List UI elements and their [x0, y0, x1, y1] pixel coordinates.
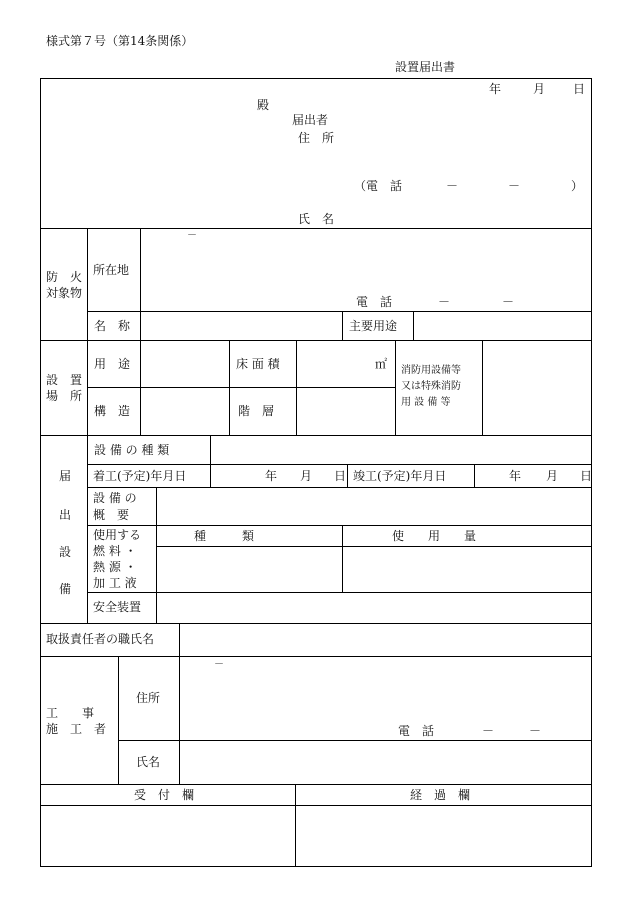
- progress-column-label: 経 過 欄: [410, 788, 471, 802]
- divider: [347, 464, 348, 487]
- start-date-label: 着工(予定)年月日: [93, 469, 187, 483]
- form-number: 様式第７号（第14条関係）: [46, 34, 194, 48]
- equipment-label-2: 出: [59, 508, 72, 522]
- fire-equipment-label-3: 用 設 備 等: [401, 397, 451, 408]
- divider: [140, 228, 141, 340]
- fire-target-label-1: 防 火: [46, 270, 83, 284]
- contractor-phone-dash-1: －: [482, 724, 495, 738]
- equipment-label-3: 設: [59, 545, 72, 559]
- main-use-label: 主要用途: [349, 319, 398, 333]
- location-phone-dash-1: －: [438, 295, 451, 309]
- overview-label-2: 概 要: [93, 508, 130, 522]
- notifier-label: 届出者: [292, 113, 329, 127]
- date-year: 年: [489, 82, 502, 96]
- divider: [87, 487, 592, 488]
- divider: [413, 311, 414, 340]
- notifier-phone-open: （電 話: [354, 179, 403, 193]
- contractor-name-label: 氏名: [136, 755, 161, 769]
- notifier-phone-close: ）: [571, 179, 584, 193]
- end-date-month: 月: [546, 469, 559, 483]
- fuel-type-header: 種 類: [194, 529, 255, 543]
- install-place-label-2: 場 所: [46, 389, 83, 403]
- start-date-month: 月: [300, 469, 313, 483]
- manager-label: 取扱責任者の職氏名: [46, 632, 155, 646]
- divider: [40, 784, 592, 785]
- end-date-label: 竣工(予定)年月日: [353, 469, 447, 483]
- fuel-label-2: 燃 料 ・: [93, 544, 137, 558]
- divider: [87, 525, 592, 526]
- fuel-amount-header: 使 用 量: [392, 529, 477, 543]
- safety-device-label: 安全装置: [93, 600, 142, 614]
- contractor-postal-dash: －: [214, 659, 224, 670]
- fuel-label-4: 加 工 液: [93, 576, 137, 590]
- divider: [87, 592, 592, 593]
- start-date-year: 年: [265, 469, 278, 483]
- date-month: 月: [533, 82, 546, 96]
- floor-area-label: 床 面 積: [236, 357, 280, 371]
- divider: [156, 487, 157, 623]
- location-phone-label: 電 話: [356, 295, 393, 309]
- start-date-day: 日: [334, 469, 347, 483]
- fire-equipment-label-1: 消防用設備等: [401, 365, 461, 376]
- install-place-label-1: 設 置: [46, 373, 83, 387]
- divider: [40, 623, 592, 624]
- name-label: 名 称: [94, 319, 131, 333]
- notifier-name-label: 氏 名: [298, 212, 335, 226]
- divider: [179, 623, 180, 656]
- structure-label: 構 造: [94, 404, 131, 418]
- addressee: 殿: [257, 98, 270, 112]
- divider: [474, 464, 475, 487]
- notifier-address-label: 住 所: [298, 131, 335, 145]
- document-title: 設置届出書: [395, 60, 456, 74]
- contractor-address-label: 住所: [136, 691, 161, 705]
- divider: [210, 435, 211, 487]
- divider: [482, 340, 483, 435]
- use-label: 用 途: [94, 357, 131, 371]
- overview-label-1: 設 備 の: [93, 491, 137, 505]
- contractor-label-1: 工 事: [46, 706, 95, 720]
- equipment-label-1: 届: [59, 469, 72, 483]
- divider: [118, 740, 592, 741]
- fuel-label-3: 熱 源 ・: [93, 560, 137, 574]
- date-day: 日: [573, 82, 586, 96]
- fire-equipment-label-2: 又は特殊消防: [401, 381, 461, 392]
- divider: [87, 464, 592, 465]
- divider: [40, 435, 592, 436]
- divider: [87, 387, 395, 388]
- divider: [87, 228, 88, 340]
- location-postal-dash: －: [187, 230, 197, 241]
- fire-target-label-2: 対象物: [46, 286, 83, 300]
- sqm-unit: ㎡: [375, 357, 388, 371]
- contractor-label-2: 施 工 者: [46, 722, 107, 736]
- notifier-phone-dash-2: －: [508, 179, 521, 193]
- divider: [40, 228, 592, 229]
- floor-label: 階 層: [238, 404, 275, 418]
- divider: [40, 340, 592, 341]
- location-phone-dash-2: －: [502, 295, 515, 309]
- divider: [342, 525, 343, 592]
- contractor-phone-dash-2: －: [529, 724, 542, 738]
- contractor-phone-label: 電 話: [398, 724, 435, 738]
- end-date-year: 年: [509, 469, 522, 483]
- divider: [87, 311, 592, 312]
- divider: [395, 340, 396, 435]
- end-date-day: 日: [580, 469, 593, 483]
- equipment-label-4: 備: [59, 582, 72, 596]
- reception-column-label: 受 付 欄: [134, 788, 195, 802]
- divider: [342, 311, 343, 340]
- fuel-label-1: 使用する: [93, 528, 142, 542]
- divider: [40, 805, 592, 806]
- divider: [179, 656, 180, 784]
- divider: [156, 546, 592, 547]
- equipment-kind-label: 設 備 の 種 類: [94, 443, 170, 457]
- location-label: 所在地: [93, 263, 130, 277]
- divider: [40, 656, 592, 657]
- notifier-phone-dash-1: －: [446, 179, 459, 193]
- divider: [295, 784, 296, 867]
- divider: [118, 656, 119, 784]
